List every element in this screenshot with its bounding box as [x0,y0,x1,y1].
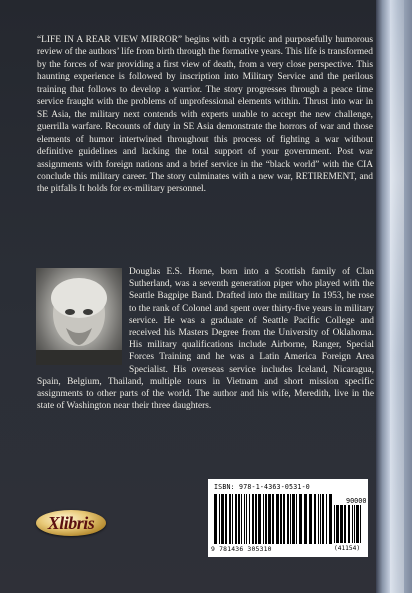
barcode-bar [309,494,312,544]
barcode-bar [320,494,321,544]
barcode-bar [329,494,332,544]
price-barcode-icon [334,505,364,543]
barcode-bar [360,505,361,543]
barcode-bar [292,494,295,544]
barcode-bar [246,494,247,544]
barcode-bar [290,494,291,544]
barcode-panel [208,479,368,557]
barcode-bar [336,505,339,543]
barcode-bar [263,494,264,544]
barcode-bar [344,505,346,543]
barcode-bar [221,494,224,544]
barcode-icon [214,494,332,544]
isbn-label: ISBN: 978-1-4363-0531-0 [214,483,310,491]
barcode-bar [265,494,267,544]
publisher-logo-text: Xlibris [47,513,95,533]
barcode-order-code: (41154) [334,545,361,552]
book-blurb: “LIFE IN A REAR VIEW MIRROR” begins with a cryptic and purposefully humorous review of the authors’ life from birth through the formative years. This life is transformed by the forces of war providing a first view of death, from a very close perspective. This haunting experience is followed by inscription into Military Service and the perilous training that follows to develop a warrior. The story progresses through a peace time service fraught with the problems of unprofessional elements within. Thrust into war in SE Asia, the military next contends with experts unable to accept the new challenge, guerrilla warfare. Recounts of duty in SE Asia demonstrate the horrors of war and those elements of humor intertwined throughout this process of fighting a war without definitive guidelines and lacking the total support of your government. Post war assignments with foreign nations and a brief service in the “black world” with the CIA conclude this military career. The story culminates with a new war, RETIREMENT, and the pitfalls It holds for ex-military personnel. [37,35,373,195]
barcode-bar [268,494,271,544]
barcode-bar [214,494,217,544]
barcode-bar [348,505,350,543]
barcode-bar [225,494,227,544]
barcode-bar [354,505,355,543]
barcode-bar [318,494,319,544]
author-bio [37,266,374,466]
barcode-bar [352,505,353,543]
price-code: 90000 [346,497,367,505]
barcode-bar [304,494,307,544]
barcode-bar [356,505,359,543]
barcode-bar [287,494,289,544]
barcode-bar [334,505,335,543]
barcode-bar [252,494,254,544]
barcode-digits: 9 781436 305310 [211,545,272,553]
barcode-bar [219,494,220,544]
spine-highlight [390,0,404,593]
barcode-bar [280,494,282,544]
barcode-bar [232,494,233,544]
barcode-bar [244,494,245,544]
barcode-bar [283,494,285,544]
barcode-bar [241,494,242,544]
barcode-bar [255,494,257,544]
barcode-bar [296,494,297,544]
barcode-bar [326,494,327,544]
author-bio-text: Douglas E.S. Horne, born into a Scottish family of Clan Sutherland, was a seventh generation piper who played with the Seattle Bagpipe Band. Drafted into the military In 1953, he rose to the rank of Colonel and spent over thirty-five years in military service. He was a graduate of Seattle Pacific College and received his Masters Degree from the University of Oklahoma. His military qualifications include Airborne, Ranger, Special Forces Training and he was a Latin America Foreign Area Specialist. His overseas service includes Iceland, Nicaragua, Spain, Belgium, Thailand, multiple tours in Vietnam and short mission specific assignments to other parts of the world. The author and his wife, Meredith, live in the state of Washington near their three daughters. [37,267,374,412]
barcode-bar [249,494,250,544]
barcode-bar [272,494,274,544]
barcode-bar [322,494,324,544]
barcode-bar [340,505,343,543]
barcode-bar [314,494,316,544]
barcode-bar [299,494,302,544]
barcode-bar [229,494,231,544]
barcode-bar [238,494,240,544]
photo-spacer [37,266,129,366]
publisher-logo [36,510,106,536]
barcode-bar [235,494,237,544]
barcode-bar [276,494,279,544]
barcode-bar [258,494,261,544]
